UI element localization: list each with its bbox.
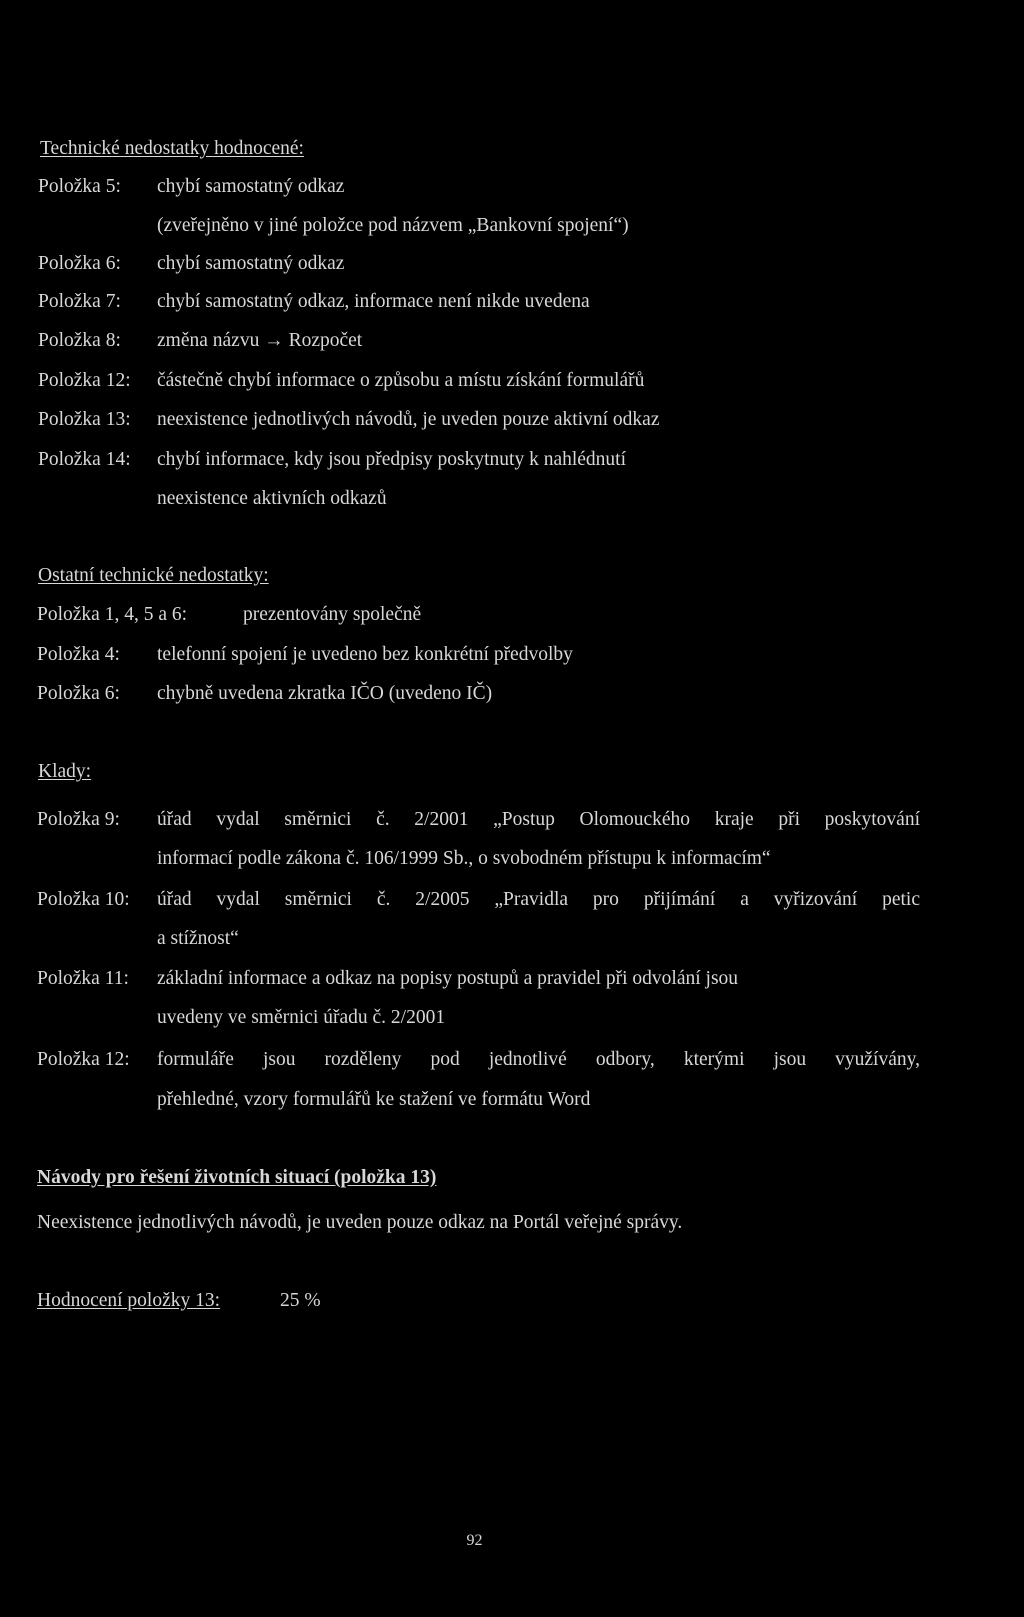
item-text: chybí informace, kdy jsou předpisy poskytnuty k nahlédnutí — [157, 449, 627, 470]
item-text: neexistence aktivních odkazů — [157, 488, 387, 509]
item-text-line: formuláře jsou rozděleny pod jednotlivé odbory, kterými jsou využívány, — [157, 1049, 920, 1070]
item-label: Položka 12: — [37, 1049, 130, 1070]
item-text: prezentovány společně — [243, 604, 422, 625]
item-text: neexistence jednotlivých návodů, je uveden pouze aktivní odkaz — [157, 409, 660, 430]
item-text: změna názvu → Rozpočet — [157, 330, 363, 351]
section-heading-guides: Návody pro řešení životních situací (položka 13) — [37, 1167, 437, 1188]
item-label: Položka 1, 4, 5 a 6: — [37, 604, 188, 625]
item-text: chybí samostatný odkaz — [157, 176, 345, 197]
item-text-line: úřad vydal směrnici č. 2/2001 „Postup Olomouckého kraje při poskytování — [157, 809, 920, 830]
section-heading-pros: Klady: — [38, 761, 92, 782]
item-text: (zveřejněno v jiné položce pod názvem „Bankovní spojení“) — [157, 215, 629, 236]
item-label: Položka 7: — [38, 291, 121, 312]
item-text: částečně chybí informace o způsobu a místu získání formulářů — [157, 370, 645, 391]
item-label: Položka 8: — [38, 330, 121, 351]
item-label: Položka 10: — [37, 889, 130, 910]
item-label: Položka 13: — [38, 409, 131, 430]
item-text-line: informací podle zákona č. 106/1999 Sb., o svobodném přístupu k informacím“ — [157, 848, 771, 869]
section-heading-technical-rated: Technické nedostatky hodnocené: — [40, 138, 304, 159]
item-label: Položka 6: — [37, 683, 120, 704]
item-label: Položka 6: — [38, 253, 121, 274]
item-label: Položka 9: — [37, 809, 120, 830]
page-number: 92 — [466, 1532, 483, 1549]
item-text-line: přehledné, vzory formulářů ke stažení ve formátu Word — [157, 1089, 591, 1110]
rating-label: Hodnocení položky 13: — [37, 1290, 221, 1311]
rating-value: 25 % — [280, 1290, 321, 1311]
guides-text: Neexistence jednotlivých návodů, je uveden pouze odkaz na Portál veřejné správy. — [37, 1212, 683, 1233]
item-label: Položka 5: — [38, 176, 121, 197]
item-label: Položka 11: — [37, 968, 129, 989]
item-text: chybně uvedena zkratka IČO (uvedeno IČ) — [157, 683, 493, 704]
item-text-line: úřad vydal směrnici č. 2/2005 „Pravidla pro přijímání a vyřizování petic — [157, 889, 920, 910]
item-text: telefonní spojení je uvedeno bez konkrétní předvolby — [157, 644, 573, 665]
item-text-line: základní informace a odkaz na popisy postupů a pravidel při odvolání jsou — [157, 968, 739, 989]
section-heading-other-technical: Ostatní technické nedostatky: — [38, 565, 269, 586]
item-text: chybí samostatný odkaz, informace není nikde uvedena — [157, 291, 590, 312]
item-label: Položka 12: — [38, 370, 131, 391]
item-label: Položka 4: — [37, 644, 120, 665]
item-text: chybí samostatný odkaz — [157, 253, 345, 274]
item-text-line: uvedeny ve směrnici úřadu č. 2/2001 — [157, 1007, 446, 1028]
item-text-line: a stížnost“ — [157, 928, 239, 949]
item-label: Položka 14: — [38, 449, 131, 470]
